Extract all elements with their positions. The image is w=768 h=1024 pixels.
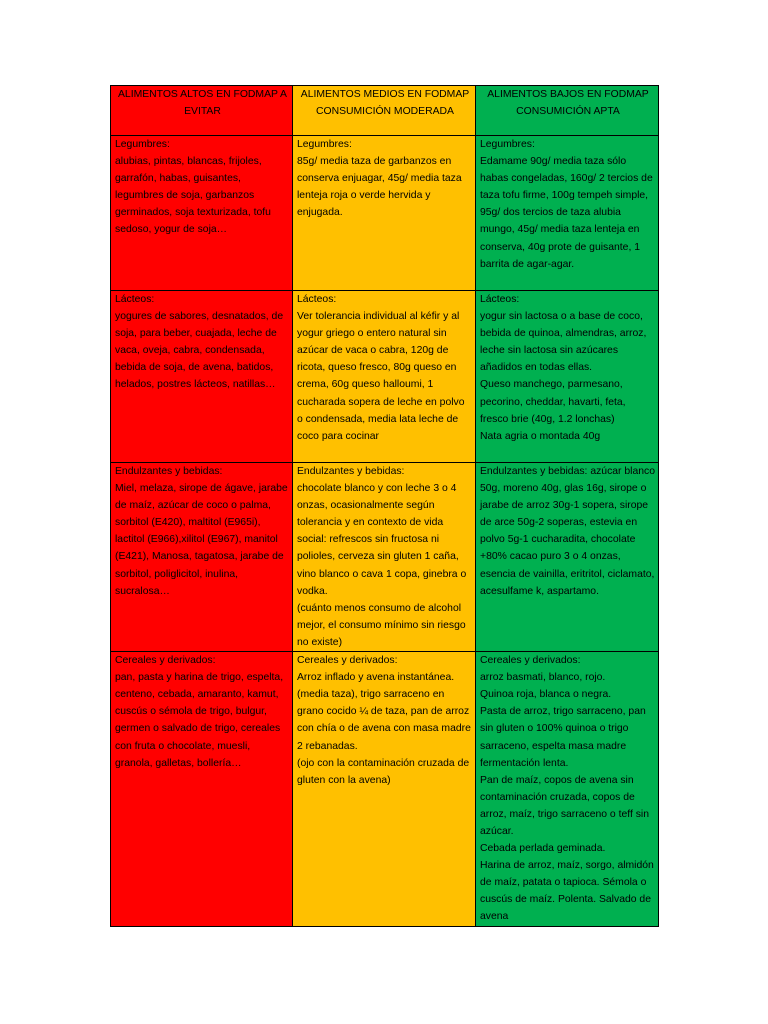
table-header-row — [111, 86, 659, 136]
cell-low-legumbres: Legumbres: Edamame 90g/ media taza sólo habas congeladas, 160g/ 2 tercios de taza tofu firme, 100g tempeh simple, 95g/ dos tercios de taza alubia mungo, 45g/ media taza lenteja en conserva, 40g prote de guisante, 1 barrita de agar-agar. — [476, 136, 659, 291]
cell-medium-endulzantes: Endulzantes y bebidas: chocolate blanco y con leche 3 o 4 onzas, ocasionalmente según tolerancia y en contexto de vida social: refrescos sin fructosa ni polioles, cerveza sin gluten 1 caña, vino blanco o cava 1 copa, ginebra o vodka. (cuánto menos consumo de alcohol mejor, el consumo mínimo sin riesgo no existe) — [293, 463, 476, 652]
cell-high-cereales: Cereales y derivados: pan, pasta y harina de trigo, espelta, centeno, cebada, amaranto, kamut, cuscús o sémola de trigo, bulgur, germen o salvado de trigo, cereales con fruta o chocolate, muesli, granola, galletas, bollería… — [111, 652, 293, 927]
cell-medium-lacteos: Lácteos: Ver tolerancia individual al kéfir y al yogur griego o entero natural sin azúcar de vaca o cabra, 120g de ricota, queso fresco, 80g queso en crema, 60g queso halloumi, 1 cucharada sopera de leche en polvo o condensada, media lata leche de coco para cocinar — [293, 291, 476, 463]
table-row-legumbres — [111, 136, 659, 291]
cell-high-endulzantes: Endulzantes y bebidas: Miel, melaza, sirope de ágave, jarabe de maíz, azúcar de coco o palma, sorbitol (E420), maltitol (E965i), lactitol (E966),xilitol (E967), manitol (E421), Manosa, tagatosa, jarabe de sorbitol, poliglicitol, inulina, sucralosa… — [111, 463, 293, 652]
cell-high-lacteos: Lácteos: yogures de sabores, desnatados, de soja, para beber, cuajada, leche de vaca, oveja, cabra, condensada, bebida de soja, de avena, batidos, helados, postres lácteos, natillas… — [111, 291, 293, 463]
cell-low-cereales: Cereales y derivados: arroz basmati, blanco, rojo. Quinoa roja, blanca o negra. Pasta de arroz, trigo sarraceno, pan sin gluten o 100% quinoa o trigo sarraceno, espelta masa madre fermentación lenta. Pan de maíz, copos de avena sin contaminación cruzada, copos de arroz, maíz, trigo sarraceno o teff sin azúcar. Cebada perlada geminada. Harina de arroz, maíz, sorgo, almidón de maíz, patata o tapioca. Sémola o cuscús de maíz. Polenta. Salvado de avena — [476, 652, 659, 927]
fodmap-table — [110, 85, 659, 927]
header-high-fodmap: ALIMENTOS ALTOS EN FODMAP A EVITAR — [111, 86, 293, 136]
table-row-lacteos — [111, 291, 659, 463]
cell-high-legumbres: Legumbres: alubias, pintas, blancas, frijoles, garrafón, habas, guisantes, legumbres de soja, garbanzos germinados, soja texturizada, tofu sedoso, yogur de soja… — [111, 136, 293, 291]
header-low-fodmap: ALIMENTOS BAJOS EN FODMAP CONSUMICIÓN APTA — [476, 86, 659, 136]
table-row-endulzantes — [111, 463, 659, 652]
table-row-cereales — [111, 652, 659, 927]
cell-low-lacteos: Lácteos: yogur sin lactosa o a base de coco, bebida de quinoa, almendras, arroz, leche sin lactosa sin azúcares añadidos en todas ellas. Queso manchego, parmesano, pecorino, cheddar, havarti, feta, fresco brie (40g, 1.2 lonchas) Nata agria o montada 40g — [476, 291, 659, 463]
header-medium-fodmap: ALIMENTOS MEDIOS EN FODMAP CONSUMICIÓN MODERADA — [293, 86, 476, 136]
cell-low-endulzantes: Endulzantes y bebidas: azúcar blanco 50g, moreno 40g, glas 16g, sirope o jarabe de arroz 30g-1 sopera, sirope de arce 50g-2 soperas, estevia en polvo 5g-1 cucharadita, chocolate +80% cacao puro 3 o 4 onzas, esencia de vainilla, eritritol, ciclamato, acesulfame k, aspartamo. — [476, 463, 659, 652]
cell-medium-cereales: Cereales y derivados: Arroz inflado y avena instantánea. (media taza), trigo sarraceno en grano cocido ¼ de taza, pan de arroz con chía o de avena con masa madre 2 rebanadas. (ojo con la contaminación cruzada de gluten con la avena) — [293, 652, 476, 927]
cell-medium-legumbres: Legumbres: 85g/ media taza de garbanzos en conserva enjuagar, 45g/ media taza lenteja roja o verde hervida y enjugada. — [293, 136, 476, 291]
